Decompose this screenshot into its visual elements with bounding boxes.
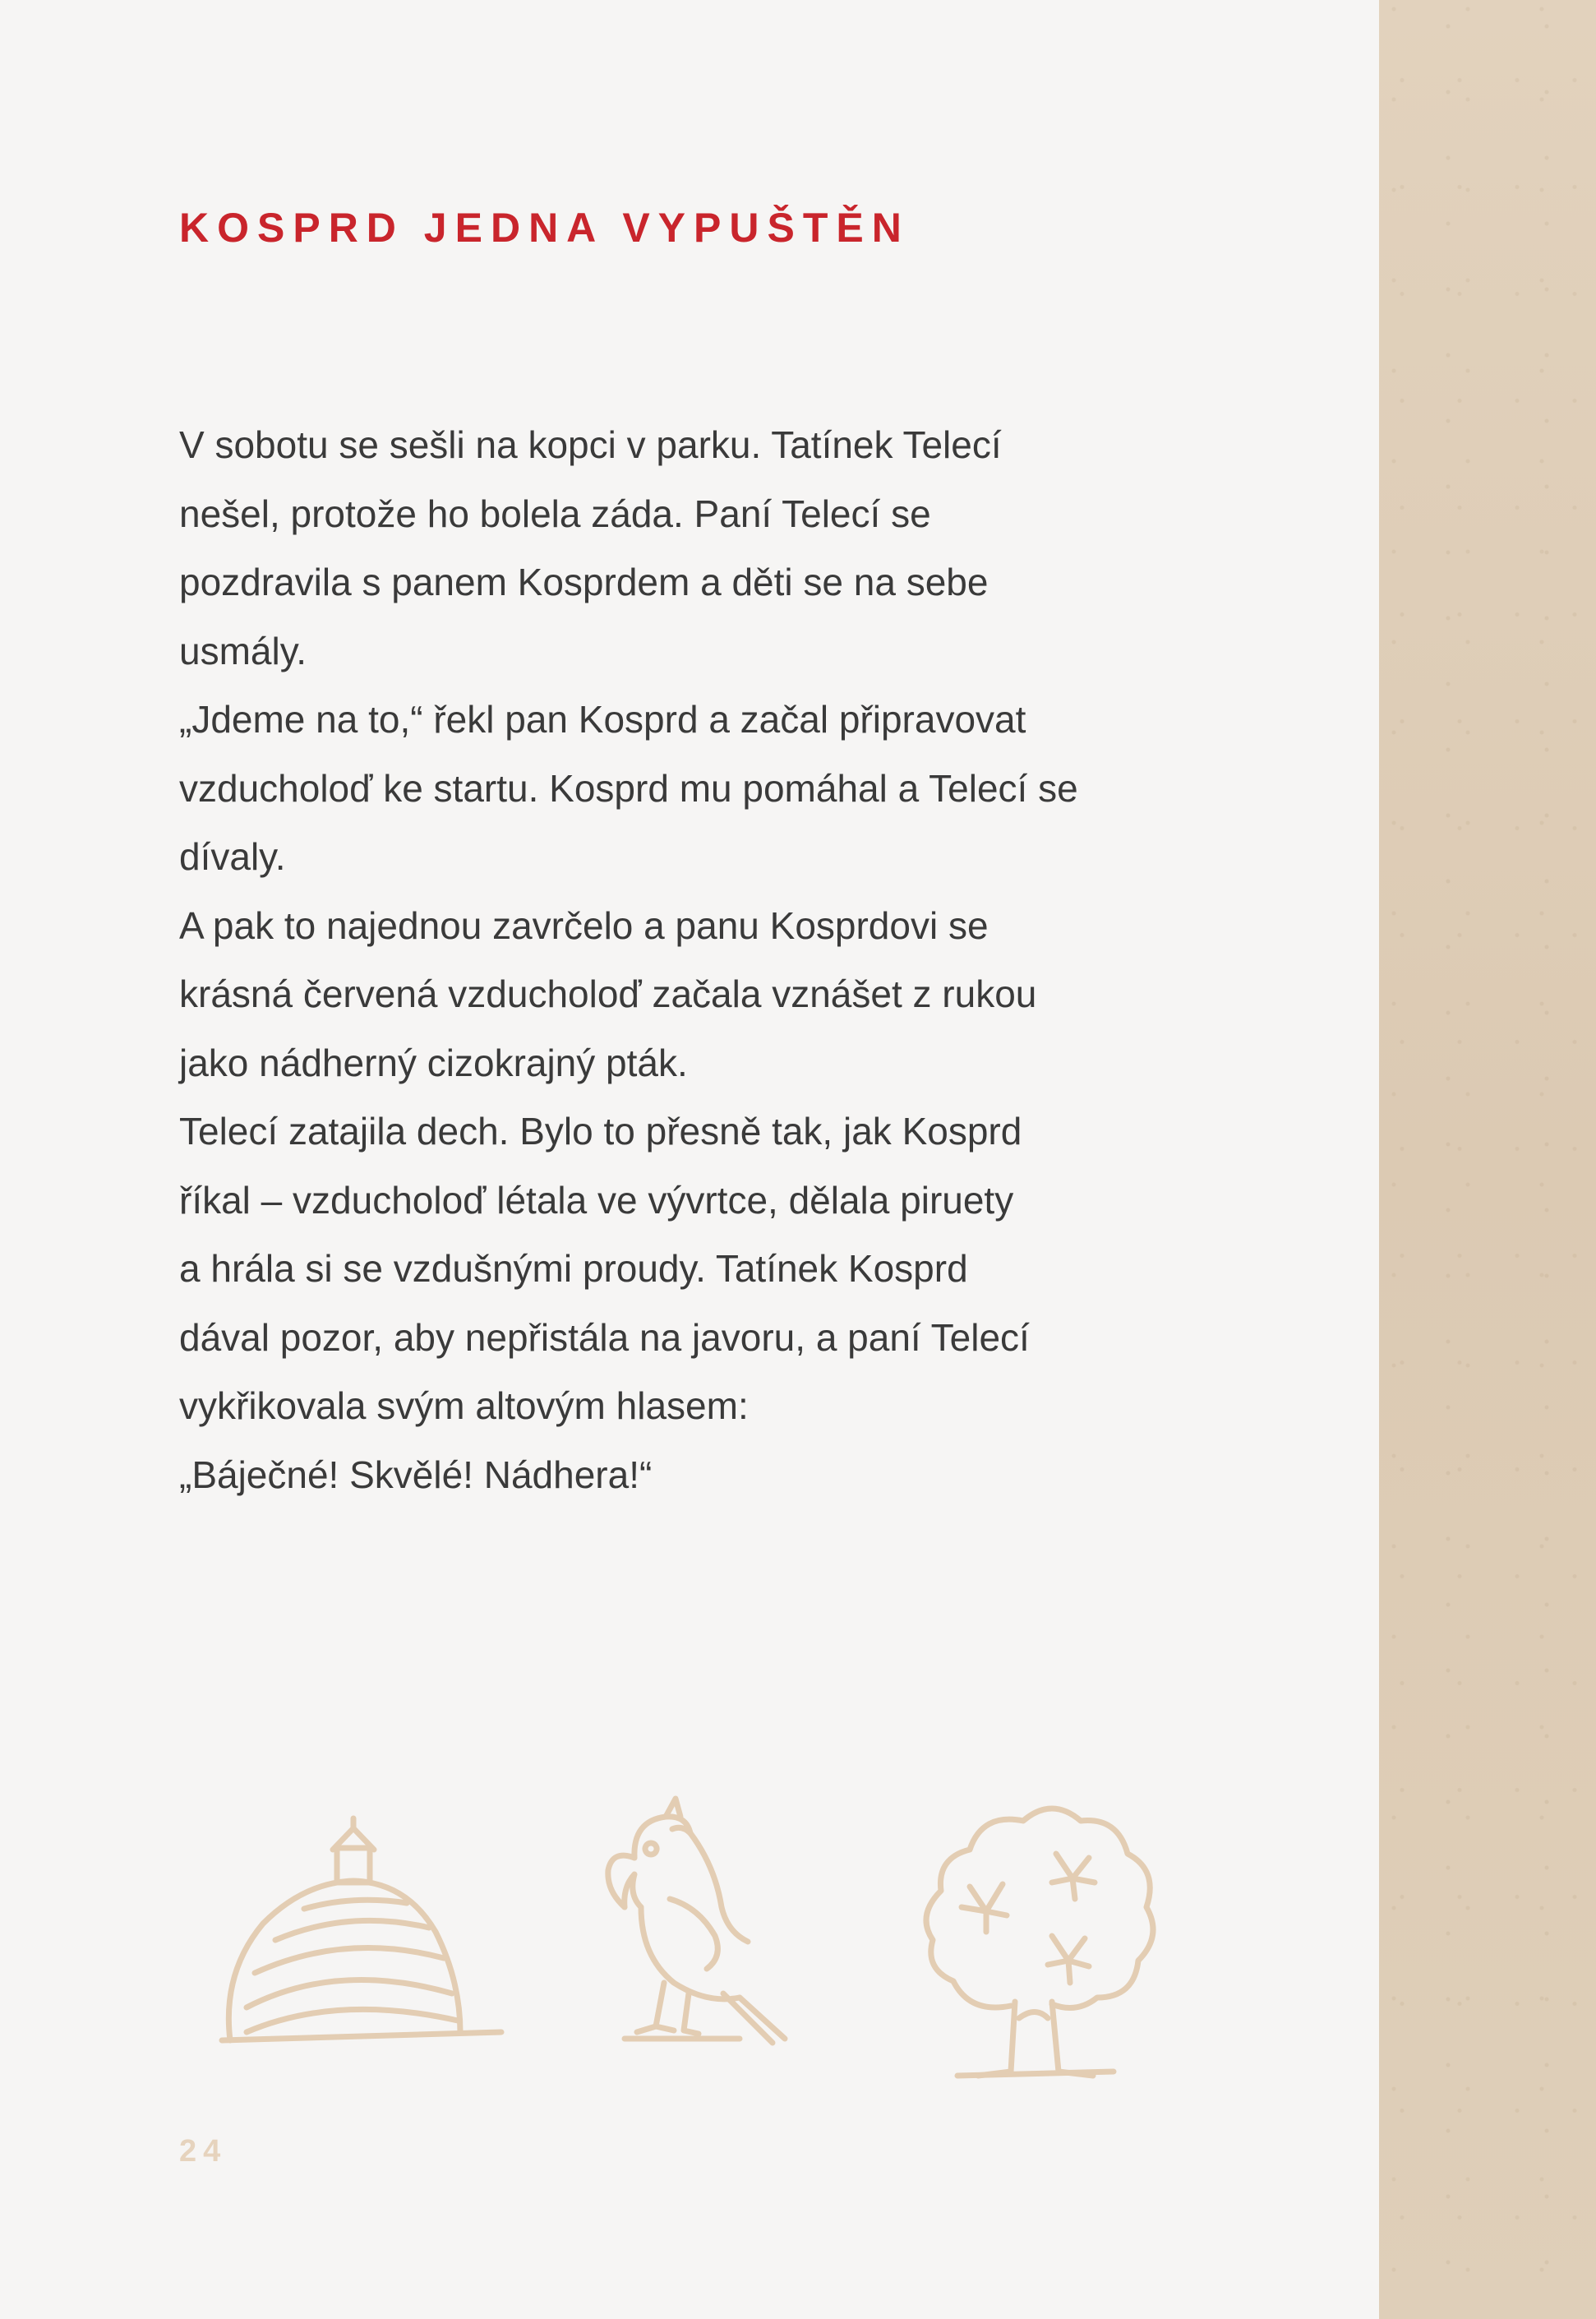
- text-line: dívaly.: [179, 835, 286, 878]
- text-line: V sobotu se sešli na kopci v parku. Tatínek Telecí: [179, 423, 1002, 466]
- text-line: vzducholoď ke startu. Kosprd mu pomáhal a Telecí se: [179, 766, 1078, 810]
- kraft-paper-edge: [1379, 0, 1596, 2319]
- text-line: A pak to najednou zavrčelo a panu Kosprdovi se: [179, 903, 989, 947]
- text-line: jako nádherný cizokrajný pták.: [179, 1041, 688, 1084]
- text-line: vykřikovala svým altovým hlasem:: [179, 1384, 749, 1427]
- text-line: „Báječné! Skvělé! Nádhera!“: [179, 1453, 653, 1496]
- text-line: pozdravila s panem Kosprdem a děti se na sebe: [179, 561, 989, 603]
- chapter-title: KOSPRD JEDNA VYPUŠTĚN: [179, 205, 910, 251]
- text-line: dával pozor, aby nepřistála na javoru, a paní Telecí: [179, 1315, 1030, 1359]
- text-line: a hrála si se vzdušnými proudy. Tatínek Kosprd: [179, 1247, 968, 1290]
- text-line: „Jdeme na to,“ řekl pan Kosprd a začal připravovat: [179, 698, 1026, 741]
- text-line: Telecí zatajila dech. Bylo to přesně tak, jak Kosprd: [179, 1110, 1022, 1153]
- illustration-strip: [205, 1792, 1192, 2104]
- text-line: usmály.: [179, 629, 307, 672]
- text-line: říkal – vzducholoď létala ve vývrtce, dělala piruety: [179, 1178, 1014, 1222]
- text-line: krásná červená vzducholoď začala vznášet z rukou: [179, 972, 1037, 1015]
- story-text: [179, 411, 1231, 1509]
- text-line: nešel, protože ho bolela záda. Paní Telecí se: [179, 492, 931, 535]
- page-number: 24: [179, 2134, 228, 2169]
- tree-icon: [912, 1792, 1175, 2088]
- parrot-icon: [584, 1792, 797, 2055]
- dome-hill-icon: [214, 1817, 510, 2047]
